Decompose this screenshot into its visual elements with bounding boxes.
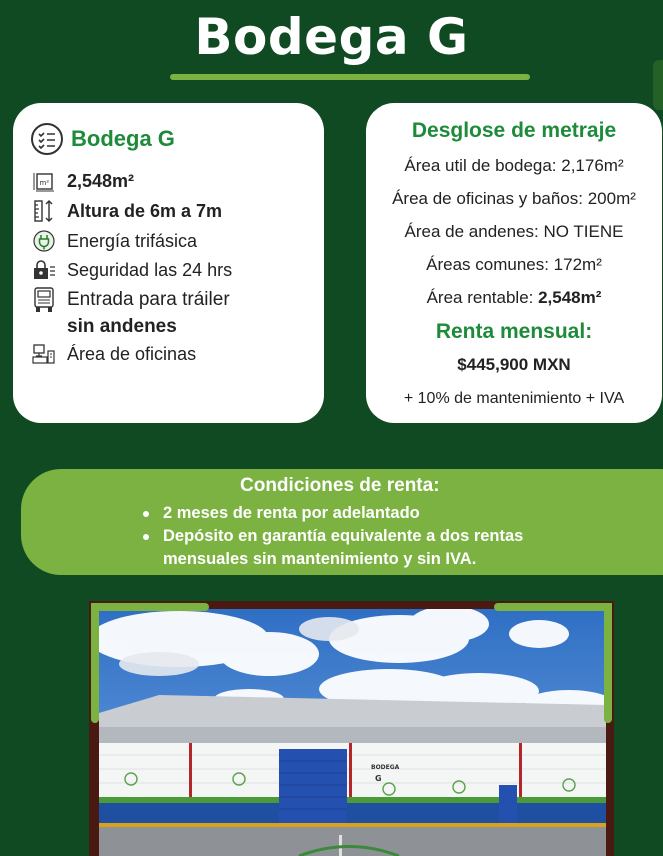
warehouse-photo bbox=[99, 609, 606, 856]
details-card bbox=[13, 103, 324, 423]
building-sign: BODEGA bbox=[371, 764, 400, 771]
rent-note: + 10% de mantenimiento + IVA bbox=[403, 390, 625, 407]
breakdown-line: Áreas comunes: 172m² bbox=[426, 255, 602, 274]
feature-text: Área de oficinas bbox=[67, 343, 197, 364]
feature-power bbox=[31, 229, 306, 253]
condition-item: Depósito en garantía equivalente a dos rentas mensuales sin mantenimiento y sin IVA. bbox=[141, 525, 581, 571]
breakdown-line: Área de andenes: NO TIENE bbox=[404, 222, 624, 241]
feature-text: Altura de 6m a 7m bbox=[67, 200, 223, 221]
feature-text: Seguridad las 24 hrs bbox=[67, 259, 233, 280]
area-icon bbox=[31, 169, 57, 193]
power-plug-icon bbox=[31, 229, 57, 253]
rent-value: $445,900 MXN bbox=[457, 355, 571, 374]
rentable-label: Área rentable: bbox=[426, 288, 539, 307]
svg-text:G: G bbox=[375, 774, 382, 783]
feature-text: 2,548m² bbox=[67, 170, 135, 191]
title-underline bbox=[170, 74, 530, 80]
corner-decoration bbox=[653, 60, 663, 110]
conditions-title: Condiciones de renta: bbox=[240, 475, 440, 496]
conditions-list bbox=[141, 502, 581, 571]
photo-accent bbox=[494, 603, 612, 611]
feature-text: Entrada para tráiler bbox=[67, 289, 230, 310]
security-lock-icon bbox=[31, 258, 57, 282]
svg-text:m²: m² bbox=[39, 179, 50, 187]
office-icon bbox=[31, 342, 57, 366]
feature-area bbox=[31, 169, 306, 193]
details-title: Bodega G bbox=[71, 126, 175, 151]
truck-icon bbox=[31, 288, 57, 312]
feature-text: Energía trifásica bbox=[67, 230, 198, 251]
feature-truck bbox=[31, 288, 306, 312]
condition-item: 2 meses de renta por adelantado bbox=[141, 502, 581, 525]
breakdown-line: Área de oficinas y baños: 200m² bbox=[392, 189, 636, 208]
feature-height bbox=[31, 199, 306, 223]
photo-accent bbox=[604, 603, 612, 723]
breakdown-line: Área util de bodega: 2,176m² bbox=[404, 156, 624, 175]
feature-office bbox=[31, 342, 306, 366]
rent-title: Renta mensual: bbox=[435, 320, 593, 343]
breakdown-card bbox=[366, 103, 662, 423]
height-icon bbox=[31, 199, 57, 223]
conditions-banner bbox=[21, 469, 663, 575]
details-header bbox=[31, 123, 306, 155]
feature-security bbox=[31, 258, 306, 282]
rentable-value: 2,548m² bbox=[538, 288, 602, 307]
page-title: Bodega G bbox=[194, 8, 469, 66]
docks-note: sin andenes bbox=[67, 316, 177, 337]
rentable-area bbox=[372, 281, 656, 314]
photo-accent bbox=[91, 603, 209, 611]
breakdown-title: Desglose de metraje bbox=[411, 119, 617, 142]
photo-accent bbox=[91, 603, 99, 723]
checklist-icon bbox=[31, 123, 63, 155]
